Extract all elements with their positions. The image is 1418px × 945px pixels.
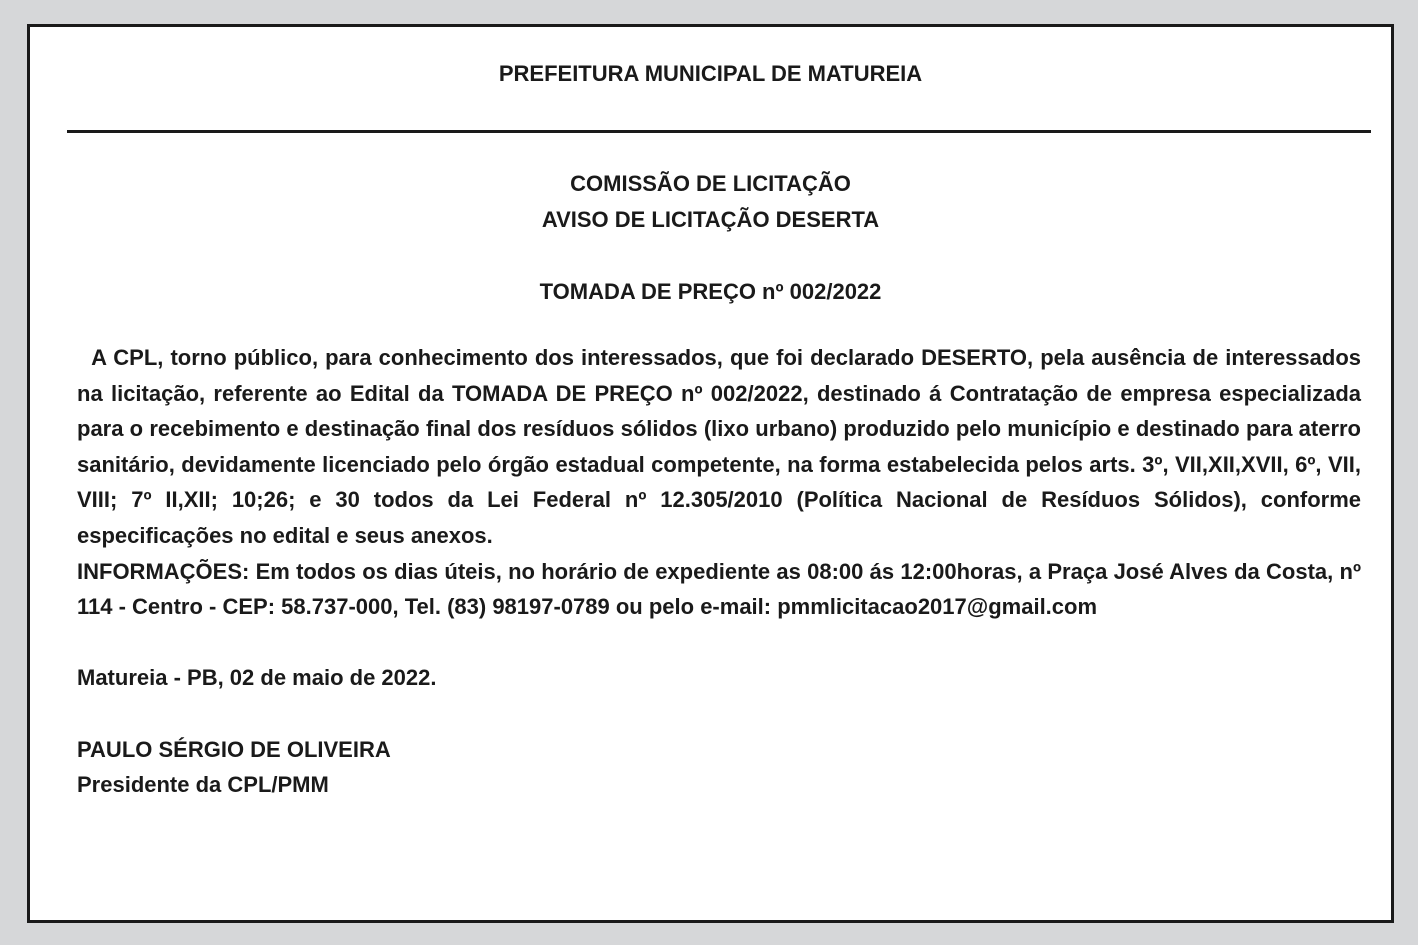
title-spacer [30,238,1391,274]
signature-gap [77,696,1361,732]
process-title: TOMADA DE PREÇO nº 002/2022 [539,279,882,304]
notice-body [77,340,1361,803]
header-title: PREFEITURA MUNICIPAL DE MATUREIA [498,61,923,86]
signer-name: PAULO SÉRGIO DE OLIVEIRA [77,736,391,762]
body-gap [77,625,1361,661]
main-paragraph: A CPL, torno público, para conhecimento dos interessados, que foi declarado DESERTO, pela ausência de interessados na licitação, referente ao Edital da TOMADA DE PREÇO nº 002/2022, destinado á Contratação de empresa especializada para o recebimento e destinação final dos resíduos sólidos (lixo urbano) produzido pelo município e destinado para aterro sanitário, devidamente licenciado pelo órgão estadual competente, na forma estabelecida pelos arts. 3º, VII,XII,XVII, 6º, VII, VIII; 7º II,XII; 10;26; e 30 todos da Lei Federal nº 12.305/2010 (Política Nacional de Resíduos Sólidos), conforme especificações no edital e seus anexos. [77,345,1361,548]
title-block [30,166,1391,310]
date-line: Matureia - PB, 02 de maio de 2022. [77,665,437,691]
info-paragraph: INFORMAÇÕES: Em todos os dias úteis, no horário de expediente as 08:00 ás 12:00horas, a Praça José Alves da Costa, nº 114 - Centro - CEP: 58.737-000, Tel. (83) 98197-0789 ou pelo e-mail: pmmlicitacao2017@gmail.com [77,558,1361,620]
commission-title: COMISSÃO DE LICITAÇÃO [570,171,851,196]
notice-title: AVISO DE LICITAÇÃO DESERTA [541,207,880,232]
header-divider [67,130,1371,133]
notice-frame [27,24,1394,923]
signer-role: Presidente da CPL/PMM [77,772,329,798]
